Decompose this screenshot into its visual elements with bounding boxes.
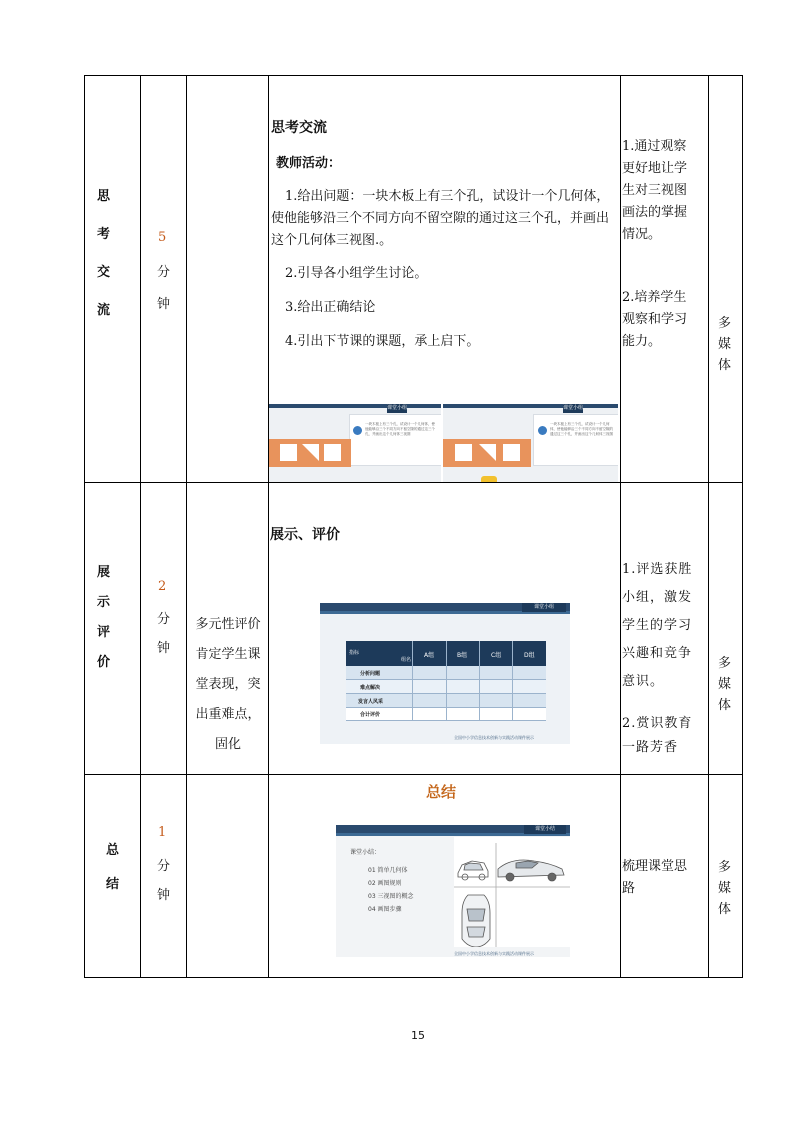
car-views-icon — [454, 843, 570, 947]
time-unit: 分 — [157, 612, 171, 627]
media-char: 媒 — [718, 337, 732, 352]
stage-char: 交 — [97, 265, 111, 280]
stage-char: 展 — [97, 565, 111, 580]
time-unit: 钟 — [157, 888, 171, 903]
purpose-text: 1.通过观察更好地让学生对三视图画法的掌握情况。 — [622, 139, 688, 242]
time-unit: 钟 — [157, 297, 171, 312]
stage-char: 流 — [97, 303, 111, 318]
content-title: 总结 — [426, 783, 457, 801]
design-intent-clip — [190, 610, 266, 773]
content-paragraph: 3.给出正确结论 — [285, 300, 376, 315]
time-unit: 钟 — [157, 641, 171, 656]
stage-char: 结 — [106, 877, 120, 892]
purpose-text: 2.培养学生观察和学习能力。 — [622, 290, 688, 349]
time-number: 5 — [158, 230, 167, 245]
stage-char: 考 — [97, 227, 111, 242]
media-char: 体 — [718, 902, 732, 917]
content-title: 思考交流 — [271, 120, 327, 136]
stage-char: 总 — [106, 843, 120, 858]
media-char: 多 — [718, 860, 732, 875]
purpose-text: 2.赏识教育一路芳香 — [622, 716, 693, 755]
slide-thumbnail: 课堂小组 一块木板上有三个孔，试设计一个几何体，使他能够沿三个不同方向不留空隙的通过这三个孔，并画出这个几何体三视图 — [269, 404, 441, 482]
triangle-hole-icon — [479, 444, 496, 461]
content-paragraph: 4.引出下节课的课题，承上启下。 — [285, 334, 480, 349]
stage-char: 示 — [97, 595, 111, 610]
media-char: 多 — [718, 656, 732, 671]
media-char: 媒 — [718, 677, 732, 692]
media-char: 体 — [718, 358, 732, 373]
evaluation-table: 指标 组名 A组 B组 C组 D组 分析问题 难点解决 发言人风采 合计评价 — [346, 641, 546, 720]
content-paragraph: 1.给出问题：一块木板上有三个孔，试设计一个几何体，使他能够沿三个不同方向不留空隙的通过这三个孔，并画出这个几何体三视图.。 — [271, 189, 610, 248]
media-char: 媒 — [718, 881, 732, 896]
content-title: 展示、评价 — [270, 527, 340, 543]
stage-char: 价 — [97, 655, 111, 670]
page-number: 15 — [411, 1029, 425, 1042]
media-char: 体 — [718, 698, 732, 713]
purpose-text: 梳理课堂思路 — [622, 859, 688, 896]
slide-evaluation-table: 课堂小组 指标 组名 A组 B组 C组 D组 分析问题 难点解决 发言人风采 合计评价 全国中小学信息技术创新与实践活动课件展示 — [320, 603, 570, 744]
media-char: 多 — [718, 316, 732, 331]
slide-summary: 课堂小结 课堂小结： 01 简单几何体 02 画图规则 03 三视图的概念 04 画图步骤 全国中小学信息技术创新与实践活动课件展示 — [336, 825, 570, 957]
content-paragraph: 2.引导各小组学生讨论。 — [285, 266, 428, 281]
stage-char: 思 — [97, 189, 111, 204]
time-number: 2 — [158, 579, 167, 594]
time-unit: 分 — [157, 859, 171, 874]
design-intent-text: 多元性评价肯定学生课堂表现，突出重难点，固化 — [195, 617, 261, 752]
stage-char: 评 — [97, 625, 111, 640]
triangle-hole-icon — [302, 444, 319, 461]
time-unit: 分 — [157, 265, 171, 280]
content-subtitle: 教师活动： — [276, 156, 342, 171]
purpose-text: 1.评选获胜小组，激发学生的学习兴趣和竞争意识。 — [622, 562, 693, 689]
time-number: 1 — [158, 825, 167, 840]
slide-thumbnail: 课堂小组 一块木板上有三个孔，试设计一个几何体，使他能够沿三个不同方向不留空隙的通过这三个孔，并画出这个几何体三视图 — [443, 404, 618, 482]
